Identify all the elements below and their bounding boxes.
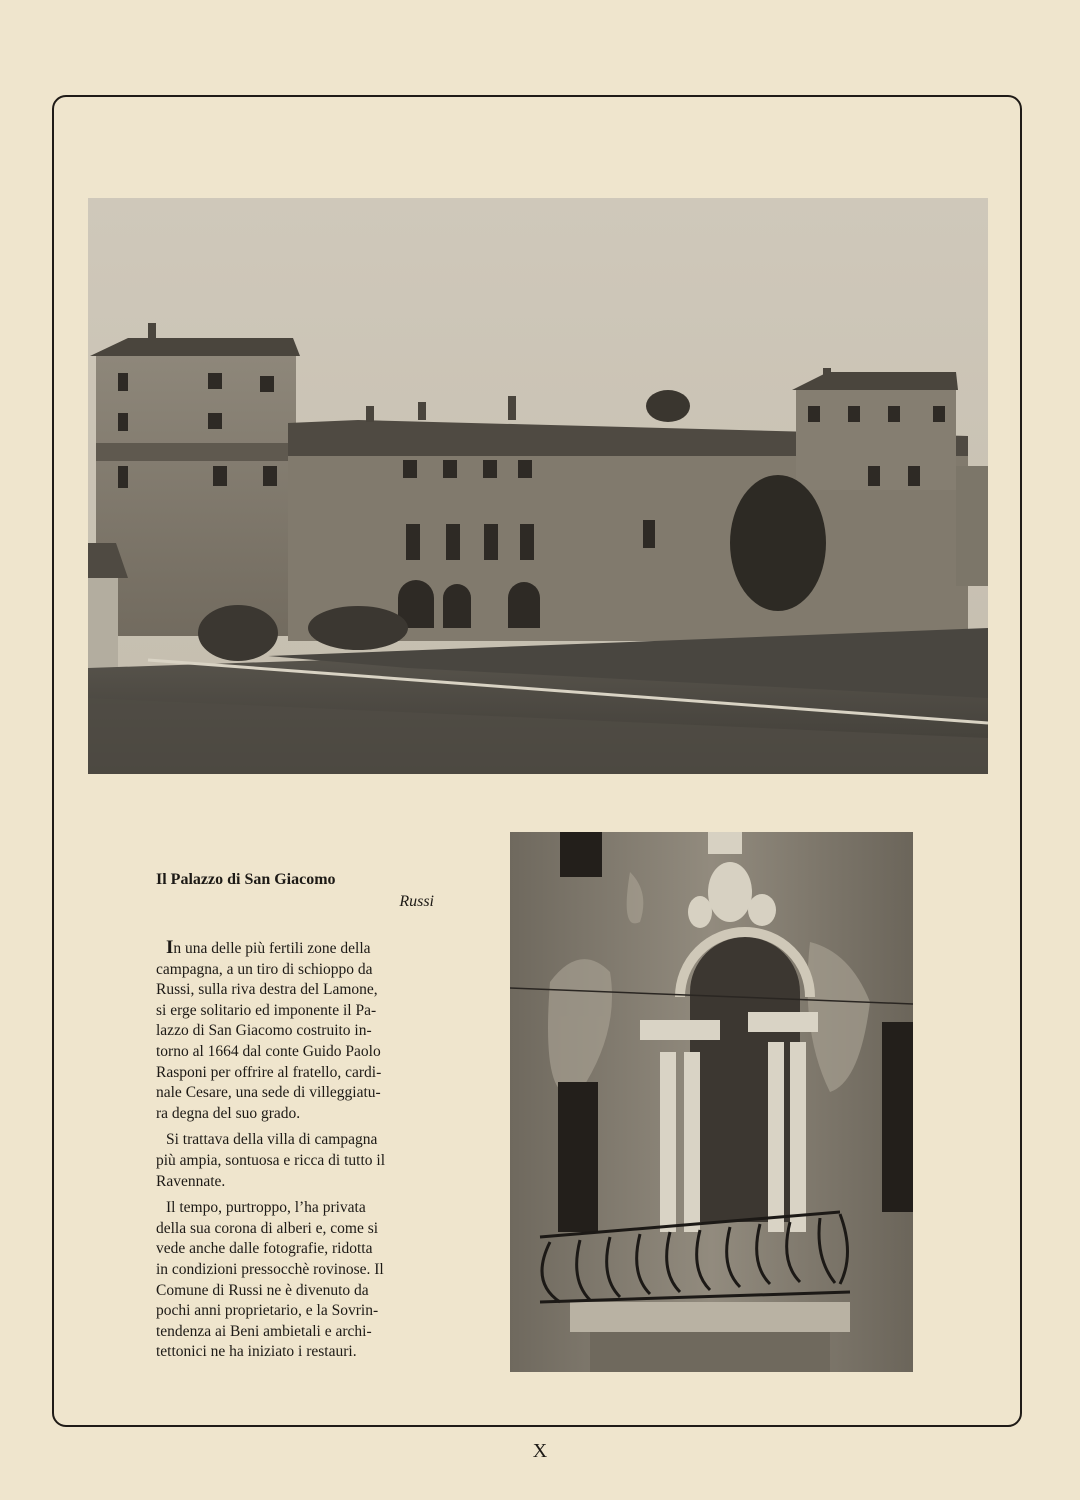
paragraph-line: più ampia, sontuosa e ricca di tutto il: [156, 1151, 386, 1169]
paragraph-1-first-line-text: n una delle più fertili zone della: [173, 940, 371, 957]
paragraph-line: torno al 1664 dal conte Guido Paolo: [156, 1042, 381, 1060]
balcony-detail-image: [510, 832, 913, 1372]
paragraph-3: [156, 1198, 434, 1363]
paragraph-line: vede anche dalle fotografie, ridotta: [156, 1240, 373, 1258]
paragraph-line: pochi anni proprietario, e la Sovrin-: [156, 1302, 379, 1320]
paragraph-line: tettonici ne ha iniziato i restauri.: [156, 1343, 357, 1361]
paragraph-line: nale Cesare, una sede di villeggiatu-: [156, 1084, 381, 1102]
paragraph-2: [156, 1130, 434, 1192]
paragraph-line: della sua corona di alberi e, come si: [156, 1219, 379, 1237]
balcony-detail-photo: [510, 832, 913, 1372]
paragraph-line: Russi, sulla riva destra del Lamone,: [156, 981, 378, 999]
article: [156, 870, 434, 1369]
paragraph-line: Comune di Russi ne è divenuto da: [156, 1281, 369, 1299]
paragraph-1-first-line: [156, 938, 434, 960]
paragraph-3-first-line: Il tempo, purtroppo, l’ha privata: [166, 1199, 366, 1217]
palace-exterior-image: [88, 198, 988, 774]
paragraph-line: Rasponi per offrire al fratello, cardi-: [156, 1063, 382, 1081]
paragraph-line: tendenza ai Beni ambietali e archi-: [156, 1322, 372, 1340]
paragraph-1: [156, 938, 434, 1124]
drop-cap: I: [166, 937, 174, 958]
paragraph-2-first-line: Si trattava della villa di campagna: [166, 1131, 378, 1149]
palace-exterior-photo: [88, 198, 988, 774]
article-location: Russi: [399, 893, 434, 910]
article-body: [156, 938, 434, 1363]
paragraph-line: in condizioni pressocchè rovinose. Il: [156, 1260, 384, 1278]
paragraph-line: ra degna del suo grado.: [156, 1104, 301, 1122]
page-number: X: [532, 1440, 548, 1462]
paragraph-line: si erge solitario ed imponente il Pa-: [156, 1001, 377, 1019]
paragraph-line: campagna, a un tiro di schioppo da: [156, 960, 373, 978]
paragraph-line: Ravennate.: [156, 1172, 226, 1190]
paragraph-line: lazzo di San Giacomo costruito in-: [156, 1022, 372, 1040]
article-title: Il Palazzo di San Giacomo: [156, 871, 336, 888]
